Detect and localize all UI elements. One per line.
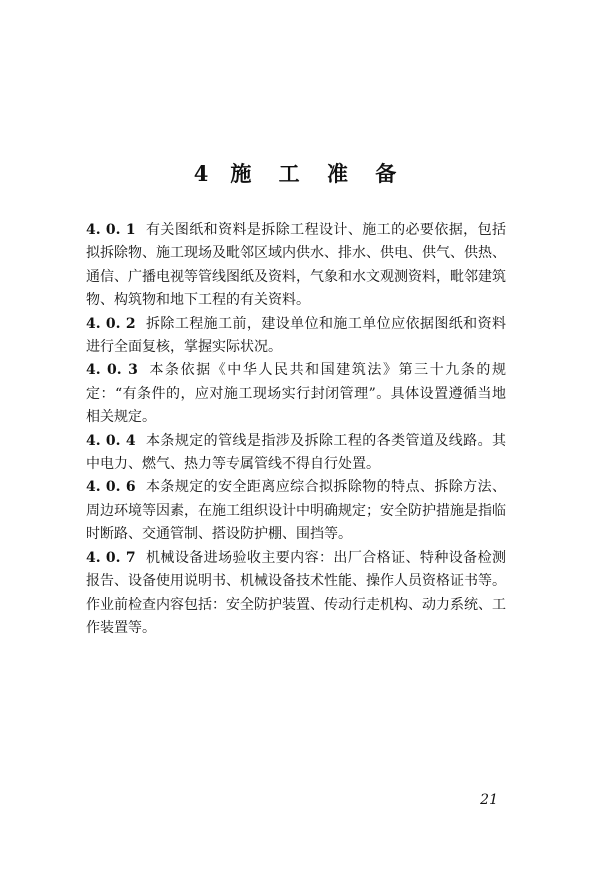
chapter-number: 4 [193, 161, 209, 186]
clause-number: 4. 0. 7 [86, 549, 136, 566]
clause-4-0-4 [86, 430, 506, 477]
clause-text: 机械设备进场验收主要内容：出厂合格证、特种设备检测报告、设备使用说明书、机械设备技术性能、操作人员资格证书等。作业前检查内容包括：安全防护装置、传动行走机构、动力系统、工作装置等。 [86, 549, 506, 636]
page-number: 21 [480, 792, 498, 808]
clause-4-0-7 [86, 547, 506, 641]
clause-list [86, 219, 506, 640]
clause-text: 本条规定的安全距离应综合拟拆除物的特点、拆除方法、周边环境等因素，在施工组织设计中明确规定；安全防护措施是指临时断路、交通管制、搭设防护棚、围挡等。 [86, 479, 506, 543]
clause-number: 4. 0. 3 [86, 362, 138, 379]
clause-4-0-2 [86, 313, 506, 360]
chapter-heading [0, 160, 600, 188]
clause-number: 4. 0. 2 [86, 315, 136, 332]
clause-text: 本条规定的管线是指涉及拆除工程的各类管道及线路。其中电力、燃气、热力等专属管线不得自行处置。 [86, 432, 506, 473]
clause-text: 本条依据《中华人民共和国建筑法》第三十九条的规定：“有条件的，应对施工现场实行封闭管理”。具体设置遵循当地相关规定。 [86, 362, 506, 426]
clause-text: 拆除工程施工前，建设单位和施工单位应依据图纸和资料进行全面复核，掌握实际状况。 [86, 315, 506, 356]
clause-4-0-1 [86, 219, 506, 313]
clause-4-0-3 [86, 359, 506, 429]
clause-number: 4. 0. 4 [86, 432, 136, 449]
clause-4-0-6 [86, 476, 506, 546]
clause-number: 4. 0. 6 [86, 479, 136, 496]
clause-number: 4. 0. 1 [86, 222, 136, 238]
chapter-title: 施 工 准 备 [230, 161, 407, 186]
clause-text: 有关图纸和资料是拆除工程设计、施工的必要依据，包括拟拆除物、施工现场及毗邻区域内供水、排水、供电、供气、供热、通信、广播电视等管线图纸及资料，气象和水文观测资料，毗邻建筑物、构筑物和地下工程的有关资料。 [86, 222, 506, 309]
